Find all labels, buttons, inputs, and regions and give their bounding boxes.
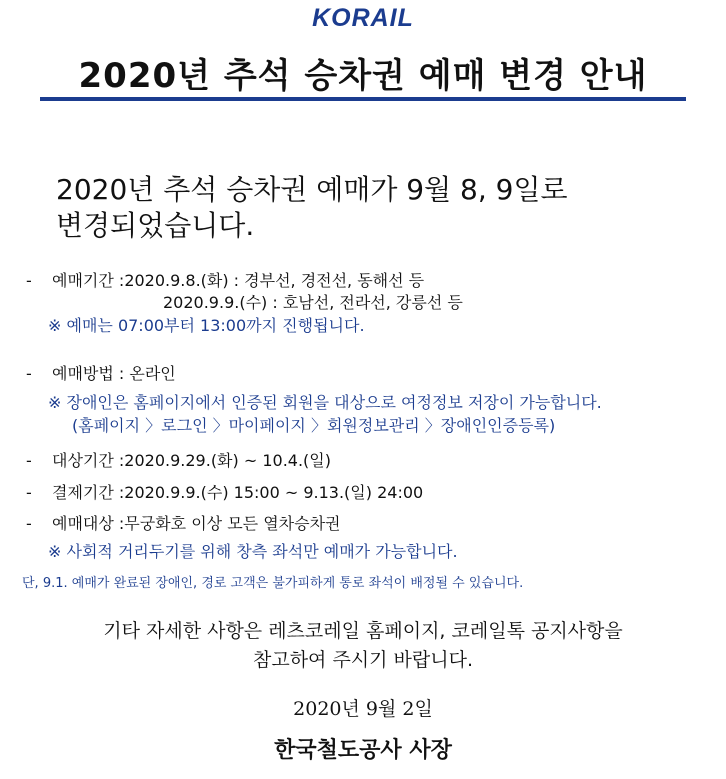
reservation-period-label: 예매기간 : bbox=[52, 271, 125, 290]
disabled-registration-path: (홈페이지 〉로그인 〉마이페이지 〉회원정보관리 〉장애인인증등록) bbox=[72, 416, 556, 435]
payment-period: 결제기간 :2020.9.9.(수) 15:00 ~ 9.13.(일) 24:00 bbox=[52, 483, 424, 502]
bullet-dash: - bbox=[26, 451, 32, 470]
signature: 한국철도공사 사장 bbox=[274, 737, 452, 763]
closing-line-1: 기타 자세한 사항은 레츠코레일 홈페이지, 코레일톡 공지사항을 bbox=[103, 620, 623, 642]
headline-line-1: 2020년 추석 승차권 예매가 9월 8, 9일로 bbox=[56, 173, 568, 206]
page-title: 2020년 추석 승차권 예매 변경 안내 bbox=[78, 56, 648, 96]
korail-logo: KORAIL bbox=[312, 4, 414, 32]
bullet-dash: - bbox=[26, 483, 32, 502]
reservation-method: 예매방법 : 온라인 bbox=[52, 364, 176, 383]
headline-line-2: 변경되었습니다. bbox=[56, 209, 255, 242]
reservation-period-day2: 2020.9.9.(수) : 호남선, 전라선, 강릉선 등 bbox=[163, 293, 463, 312]
bullet-dash: - bbox=[26, 271, 32, 290]
reservation-period-row bbox=[26, 273, 424, 289]
reservation-target: 예매대상 :무궁화호 이상 모든 열차승차권 bbox=[52, 514, 341, 533]
reservation-period-day1: 2020.9.8.(화) : 경부선, 경전선, 동해선 등 bbox=[124, 271, 425, 290]
notice-date: 2020년 9월 2일 bbox=[293, 698, 433, 720]
closing-line-2: 참고하여 주시기 바랍니다. bbox=[252, 649, 473, 671]
reservation-method-row bbox=[26, 366, 176, 382]
bullet-dash: - bbox=[26, 514, 32, 533]
disabled-member-note: ※ 장애인은 홈페이지에서 인증된 회원을 대상으로 여정정보 저장이 가능합니다. bbox=[48, 393, 602, 412]
bullet-dash: - bbox=[26, 364, 32, 383]
aisle-seat-disclaimer: 단, 9.1. 예매가 완료된 장애인, 경로 고객은 불가피하게 통로 좌석이 배정될 수 있습니다. bbox=[22, 576, 524, 591]
payment-period-row bbox=[26, 485, 423, 501]
window-seat-note: ※ 사회적 거리두기를 위해 창측 좌석만 예매가 가능합니다. bbox=[48, 542, 458, 561]
title-underline bbox=[40, 97, 686, 101]
reservation-target-row bbox=[26, 516, 341, 532]
target-period: 대상기간 :2020.9.29.(화) ~ 10.4.(일) bbox=[52, 451, 331, 470]
target-period-row bbox=[26, 453, 331, 469]
reservation-time-note: ※ 예매는 07:00부터 13:00까지 진행됩니다. bbox=[48, 316, 365, 335]
